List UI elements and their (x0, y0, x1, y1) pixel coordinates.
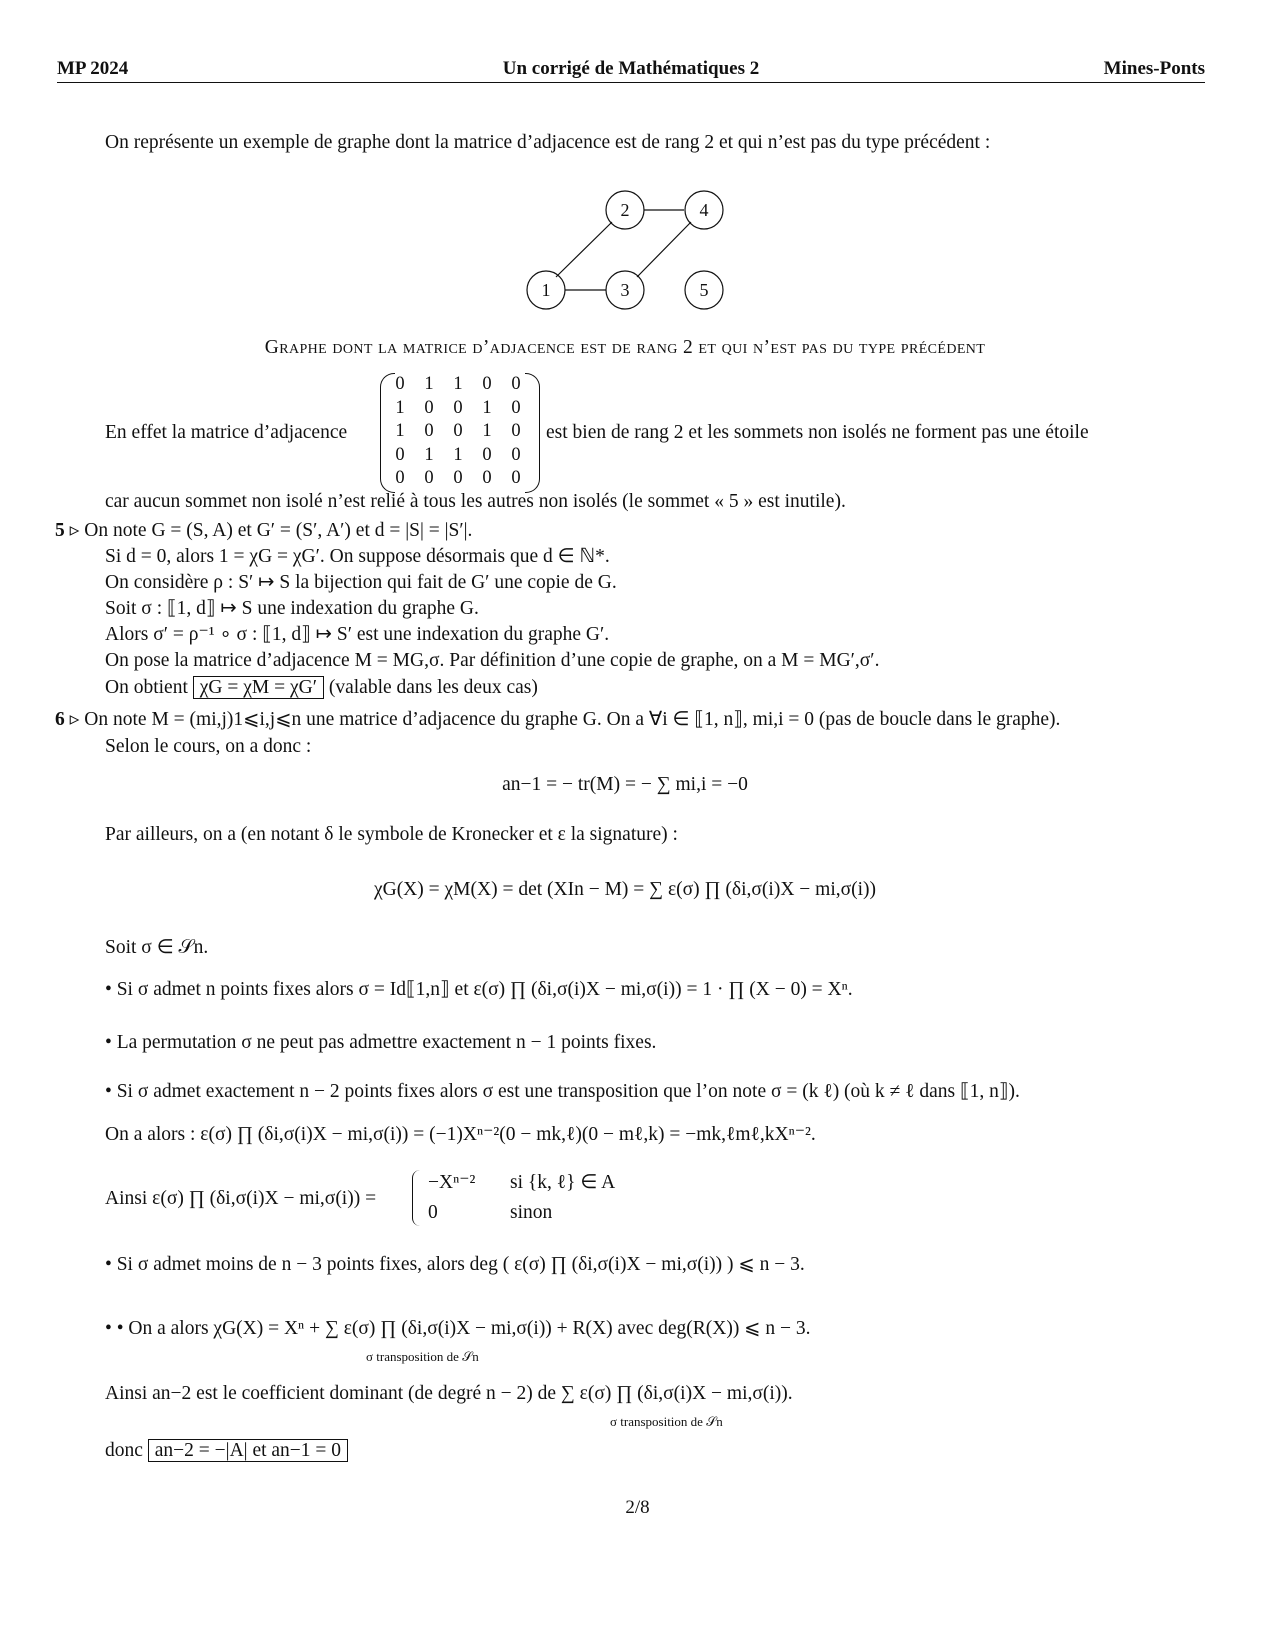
q5-result-lead: On obtient (105, 677, 188, 698)
matrix-cell: 0 (482, 444, 492, 465)
q6-bullet-3: • Si σ admet exactement n − 2 points fixes alors σ est une transposition que l’on note σ = (k ℓ) (où k ≠ ℓ dans ⟦1, n⟧). (105, 1081, 1020, 1102)
matrix-cell: 1 (424, 444, 434, 465)
q5-line-5: Alors σ′ = ρ⁻¹ ∘ σ : ⟦1, d⟧ ↦ S′ est une indexation du graphe G′. (105, 624, 610, 645)
figure-caption: Graphe dont la matrice d’adjacence est de rang 2 et qui n’est pas du type précédent (264, 337, 986, 358)
header-title: Un corrigé de Mathématiques 2 (502, 58, 760, 79)
q6-number: 6 (55, 709, 65, 730)
q6-text-1: On note M = (mi,j)1⩽i,j⩽n une matrice d’adjacence du graphe G. On a ∀i ∈ ⟦1, n⟧, mi,i = 0 (pas de boucle dans le graphe). (84, 709, 1061, 730)
page-header (57, 58, 1205, 83)
q6-line-5: Ainsi an−2 est le coefficient dominant (de degré n − 2) de ∑ ε(σ) ∏ (δi,σ(i)X − mi,σ(i)). (105, 1383, 793, 1404)
q5-result-note: (valable dans les deux cas) (328, 677, 538, 698)
q6-equation-1: an−1 = − tr(M) = − ∑ mi,i = −0 (502, 774, 748, 795)
matrix-cell: 0 (482, 468, 492, 488)
q5-text-1: On note G = (S, A) et G′ = (S′, A′) et d = |S| = |S′|. (84, 520, 473, 541)
header-left: MP 2024 (57, 58, 129, 79)
matrix-cell: 1 (453, 374, 463, 394)
matrix-cell: 0 (453, 421, 463, 441)
adjacency-matrix (380, 373, 540, 491)
node-label-3: 3 (620, 280, 630, 300)
matrix-cell: 1 (424, 374, 434, 394)
edge-1-2 (556, 222, 612, 277)
q6-bullet-1: • Si σ admet n points fixes alors σ = Id⟦1,n⟧ et ε(σ) ∏ (δi,σ(i)X − mi,σ(i)) = 1 · ∏ (X − 0) = Xⁿ. (105, 979, 853, 1000)
q5-line-3: On considère ρ : S′ ↦ S la bijection qui fait de G′ une copie de G. (105, 572, 617, 593)
q6-line-3: Par ailleurs, on a (en notant δ le symbole de Kronecker et ε la signature) : (105, 824, 678, 845)
q6-equation-2: χG(X) = χM(X) = det (XIn − M) = ∑ ε(σ) ∏ (δi,σ(i)X − mi,σ(i)) (373, 879, 877, 900)
sum-subscript-2: σ transposition de 𝒮n (610, 1414, 723, 1429)
matrix-cell: 1 (395, 421, 405, 441)
matrix-cell: 0 (424, 421, 434, 441)
matrix-cell: 0 (482, 374, 492, 394)
q6-result-lead: donc (105, 1440, 143, 1461)
matrix-cell: 0 (424, 397, 434, 418)
matrix-continuation: car aucun sommet non isolé n’est relié à tous les autres non isolés (le sommet « 5 » est inutile). (105, 491, 846, 512)
q6-bullet-5: • • On a alors χG(X) = Xⁿ + ∑ ε(σ) ∏ (δi,σ(i)X − mi,σ(i)) + R(X) avec deg(R(X)) ⩽ n − 3. (105, 1318, 811, 1339)
matrix-cell: 0 (511, 421, 521, 441)
sum-subscript-1: σ transposition de 𝒮n (366, 1349, 479, 1364)
matrix-intro: En effet la matrice d’adjacence (105, 422, 348, 443)
matrix-cell: 0 (511, 397, 521, 418)
q5-line-7 (105, 676, 538, 700)
matrix-cell: 1 (395, 397, 405, 418)
q6-line-6 (105, 1439, 348, 1463)
page-number: 2/8 (625, 1497, 650, 1518)
matrix-cell: 0 (395, 374, 405, 394)
matrix-cell: 0 (453, 468, 463, 488)
node-label-4: 4 (699, 200, 709, 220)
matrix-cell: 0 (424, 468, 434, 488)
q6-bullet-3c: Ainsi ε(σ) ∏ (δi,σ(i)X − mi,σ(i)) = (105, 1188, 377, 1209)
q6-bullet-2: • La permutation σ ne peut pas admettre exactement n − 1 points fixes. (105, 1032, 657, 1053)
matrix-cell: 0 (511, 444, 521, 465)
cases-brace (412, 1170, 425, 1226)
case-2-value: 0 (428, 1202, 438, 1223)
matrix-cell: 1 (482, 397, 492, 418)
q6-bullet-3b: On a alors : ε(σ) ∏ (δi,σ(i)X − mi,σ(i)) = (−1)Xⁿ⁻²(0 − mk,ℓ)(0 − mℓ,k) = −mk,ℓmℓ,kXⁿ⁻². (105, 1124, 816, 1145)
q5-line-6: On pose la matrice d’adjacence M = MG,σ. Par définition d’une copie de graphe, on a M = MG′,σ′. (105, 650, 880, 671)
intro-text: On représente un exemple de graphe dont la matrice d’adjacence est de rang 2 et qui n’est pas du type précédent : (105, 132, 991, 153)
q6-bullet-4: • Si σ admet moins de n − 3 points fixes, alors deg ( ε(σ) ∏ (δi,σ(i)X − mi,σ(i)) ) ⩽ n − 3. (105, 1254, 805, 1275)
q5-result-box: χG = χM = χG′ (193, 676, 324, 699)
node-label-2: 2 (620, 200, 630, 220)
q6-line-2: Selon le cours, on a donc : (105, 736, 312, 757)
matrix-cell: 0 (395, 468, 405, 488)
q6-line-1: 6 ▹ On note M = (mi,j)1⩽i,j⩽n une matrice d’adjacence du graphe G. On a ∀i ∈ ⟦1, n⟧, mi,i = 0 (pas de boucle dans le graphe). (55, 709, 1061, 730)
node-label-1: 1 (541, 280, 551, 300)
q6-result-box: an−2 = −|A| et an−1 = 0 (148, 1439, 348, 1462)
header-right: Mines-Ponts (1103, 58, 1205, 79)
case-1-value: −Xⁿ⁻² (428, 1172, 476, 1193)
case-2-condition: sinon (510, 1202, 553, 1223)
q6-line-4: Soit σ ∈ 𝒮n. (105, 937, 209, 958)
graph-figure (520, 185, 730, 315)
matrix-cell: 0 (511, 468, 521, 488)
edge-3-4 (637, 222, 691, 277)
matrix-cell: 0 (453, 397, 463, 418)
q5-line-4: Soit σ : ⟦1, d⟧ ↦ S une indexation du graphe G. (105, 598, 479, 619)
case-1-condition: si {k, ℓ} ∈ A (510, 1172, 616, 1193)
matrix-cell: 1 (453, 444, 463, 465)
matrix-cell: 0 (395, 444, 405, 465)
q5-line-2: Si d = 0, alors 1 = χG = χG′. On suppose désormais que d ∈ ℕ*. (105, 546, 610, 567)
q5-line-1: 5 ▹ On note G = (S, A) et G′ = (S′, A′) et d = |S| = |S′|. (55, 520, 473, 541)
node-label-5: 5 (699, 280, 709, 300)
q5-number: 5 (55, 520, 65, 541)
matrix-cell: 0 (511, 374, 521, 394)
right-paren (525, 373, 540, 493)
matrix-cell: 1 (482, 421, 492, 441)
matrix-after: est bien de rang 2 et les sommets non isolés ne forment pas une étoile (546, 422, 1089, 443)
